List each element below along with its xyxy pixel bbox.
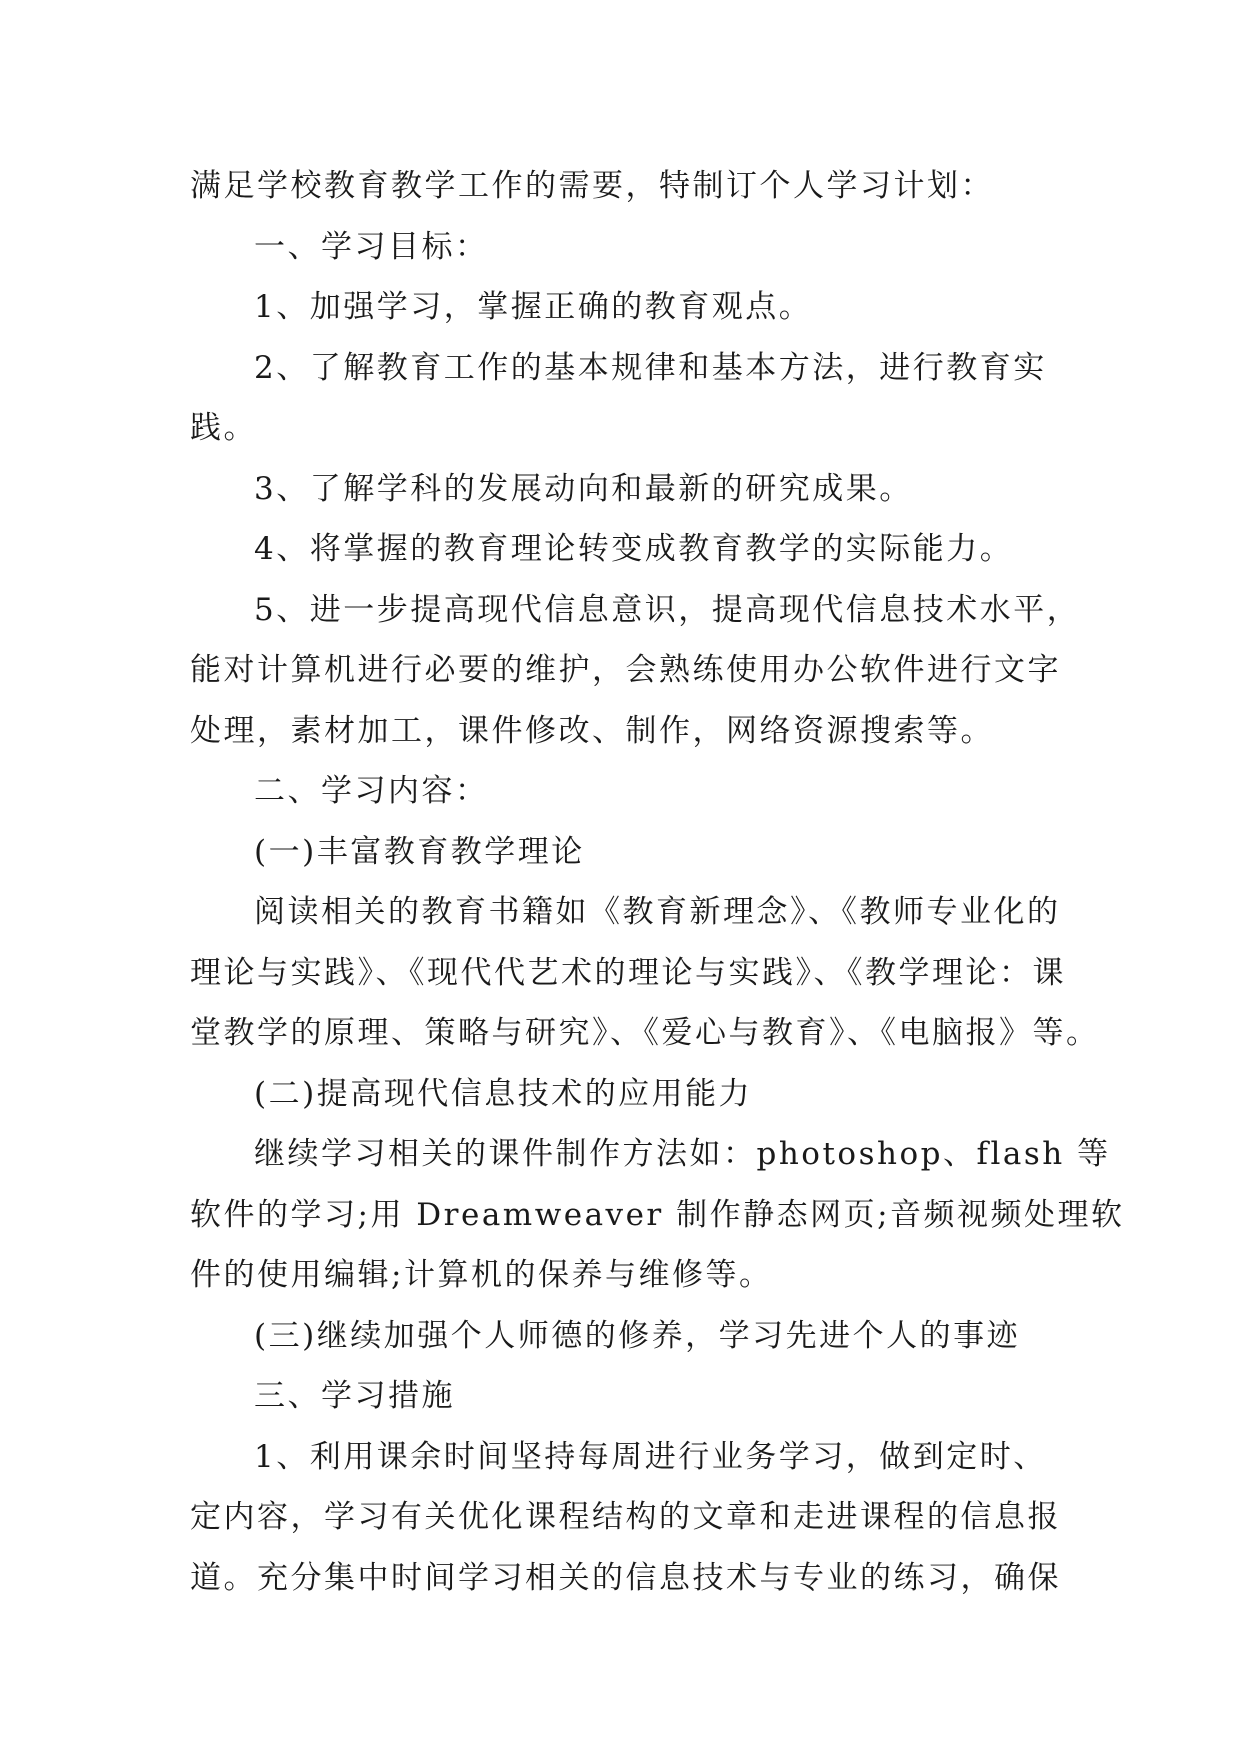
paragraph-line: 一、学习目标： xyxy=(254,228,489,265)
paragraph-line: 3、了解学科的发展动向和最新的研究成果。 xyxy=(254,470,913,507)
paragraph-line: 件的使用编辑;计算机的保养与维修等。 xyxy=(190,1257,773,1293)
paragraph-line: 满足学校教育教学工作的需要，特制订个人学习计划： xyxy=(190,168,994,204)
paragraph-line: 1、加强学习，掌握正确的教育观点。 xyxy=(254,289,813,325)
document-body xyxy=(190,156,1125,1608)
paragraph-line: 5、进一步提高现代信息意识，提高现代信息技术水平， xyxy=(254,591,1081,628)
paragraph-line: 能对计算机进行必要的维护，会熟练使用办公软件进行文字 xyxy=(190,652,1061,688)
paragraph-line: 道。充分集中时间学习相关的信息技术与专业的练习，确保 xyxy=(190,1559,1061,1596)
paragraph-line: 软件的学习;用 Dreamweaver 制作静态网页;音频视频处理软 xyxy=(190,1196,1125,1233)
paragraph-line: 处理，素材加工，课件修改、制作，网络资源搜索等。 xyxy=(190,712,994,749)
paragraph-line: 践。 xyxy=(190,410,257,446)
paragraph-line: 2、了解教育工作的基本规律和基本方法，进行教育实 xyxy=(254,349,1047,386)
paragraph-line: 4、将掌握的教育理论转变成教育教学的实际能力。 xyxy=(254,531,1014,567)
paragraph-line: 定内容，学习有关优化课程结构的文章和走进课程的信息报 xyxy=(190,1499,1061,1535)
paragraph-line: 理论与实践》、《现代代艺术的理论与实践》、《教学理论：课 xyxy=(190,954,1066,991)
paragraph-line: 二、学习内容： xyxy=(254,773,489,809)
paragraph-line: (一)丰富教育教学理论 xyxy=(254,833,585,870)
paragraph-line: (二)提高现代信息技术的应用能力 xyxy=(254,1075,753,1112)
paragraph-line: 1、利用课余时间坚持每周进行业务学习，做到定时、 xyxy=(254,1438,1047,1475)
paragraph-line: 堂教学的原理、策略与研究》、《爱心与教育》、《电脑报》等。 xyxy=(190,1015,1100,1051)
paragraph-line: (三)继续加强个人师德的修养，学习先进个人的事迹 xyxy=(254,1317,1021,1354)
paragraph-line: 继续学习相关的课件制作方法如：photoshop、flash 等 xyxy=(254,1136,1111,1172)
paragraph-line: 三、学习措施 xyxy=(254,1378,455,1414)
paragraph-line: 阅读相关的教育书籍如《教育新理念》、《教师专业化的 xyxy=(254,894,1061,930)
